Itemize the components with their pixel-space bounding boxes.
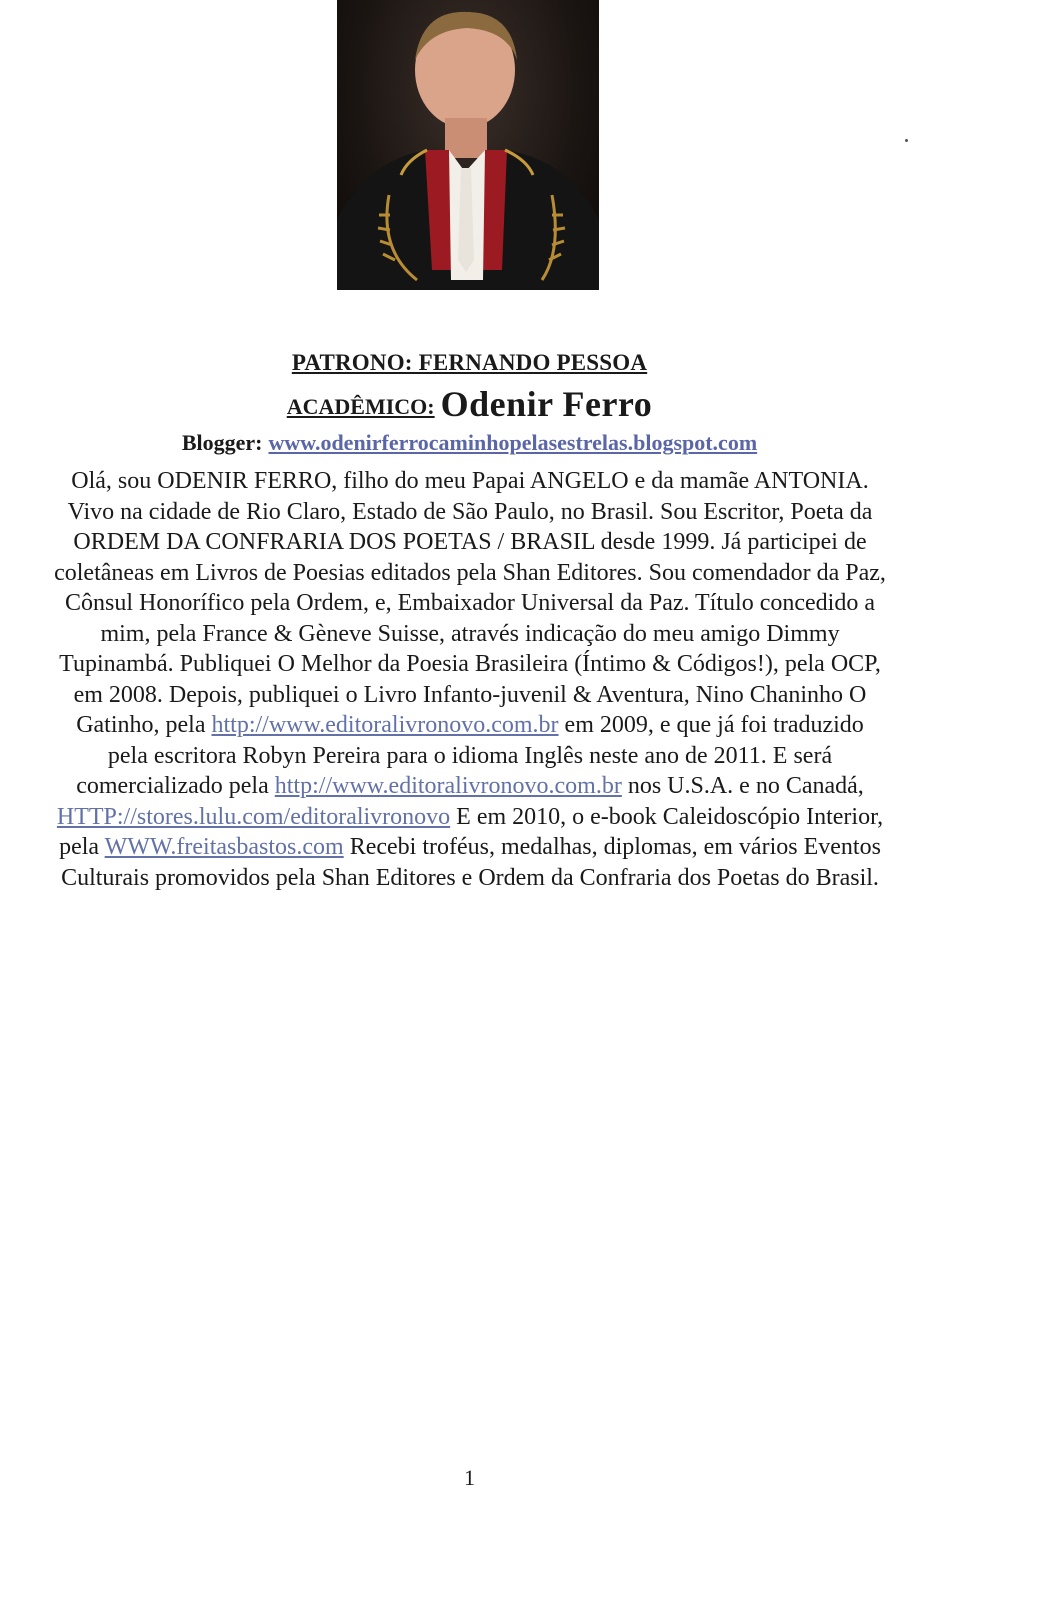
academico-label: ACADÊMICO:: [286, 394, 435, 419]
bio-line: Vivo na cidade de Rio Claro, Estado de São Paulo, no Brasil. Sou Escritor, Poeta da: [67, 498, 873, 525]
bio-line: mim, pela France & Gèneve Suisse, através indicação do meu amigo Dimmy: [100, 620, 840, 647]
bio-line: Cônsul Honorífico pela Ordem, e, Embaixador Universal da Paz. Título concedido a: [65, 590, 875, 616]
bio-text: nos U.S.A. e no Canadá,: [627, 773, 864, 799]
bio-text: E em 2010, o e-book Caleidoscópio Interior,: [456, 803, 884, 830]
page-number: 1: [464, 1465, 475, 1490]
bio-line: Olá, sou ODENIR FERRO, filho do meu Papai ANGELO e da mamãe ANTONIA.: [71, 468, 869, 494]
bio-line: ORDEM DA CONFRARIA DOS POETAS / BRASIL desde 1999. Já participei de: [73, 529, 867, 555]
blogger-label: Blogger:: [181, 430, 263, 455]
freitas-bastos-link[interactable]: WWW.freitasbastos.com: [104, 834, 344, 860]
bio-line: [0, 771, 960, 802]
blogger-line: [0, 430, 939, 456]
lulu-store-link[interactable]: HTTP://stores.lulu.com/editoralivronovo: [56, 803, 451, 830]
bio-line: Tupinambá. Publiquei O Melhor da Poesia Brasileira (Íntimo & Códigos!), pela OCP,: [59, 651, 881, 677]
editora-link[interactable]: http://www.editoralivronovo.com.br: [274, 773, 622, 799]
bio-line: [0, 802, 960, 833]
bio-line: Culturais promovidos pela Shan Editores e Ordem da Confraria dos Poetas do Brasil.: [61, 864, 879, 891]
bio-text: Recebi troféus, medalhas, diplomas, em vários Eventos: [349, 834, 881, 860]
bio-line: pela escritora Robyn Pereira para o idioma Inglês neste ano de 2011. E será: [107, 742, 833, 769]
bio-line: em 2008. Depois, publiquei o Livro Infanto-juvenil & Aventura, Nino Chaninho O: [73, 681, 867, 708]
bio-text: em 2009, e que já foi traduzido: [564, 712, 864, 738]
bio-line: [0, 832, 960, 863]
biography-paragraph: [0, 466, 960, 893]
bio-text: Gatinho, pela: [76, 712, 206, 738]
patrono-heading: PATRONO: FERNANDO PESSOA: [291, 350, 648, 375]
author-portrait-photo: [337, 0, 599, 290]
academico-heading: [0, 383, 939, 425]
blogger-link[interactable]: www.odenirferrocaminhopelasestrelas.blogspot.com: [268, 430, 758, 455]
bio-line: [0, 710, 960, 741]
bio-text: comercializado pela: [76, 773, 269, 799]
speck-mark: [905, 139, 908, 142]
academico-name: Odenir Ferro: [440, 384, 653, 424]
editora-link[interactable]: http://www.editoralivronovo.com.br: [211, 712, 559, 738]
bio-line: coletâneas em Livros de Poesias editados pela Shan Editores. Sou comendador da Paz,: [54, 559, 886, 586]
bio-text: pela: [59, 834, 100, 860]
